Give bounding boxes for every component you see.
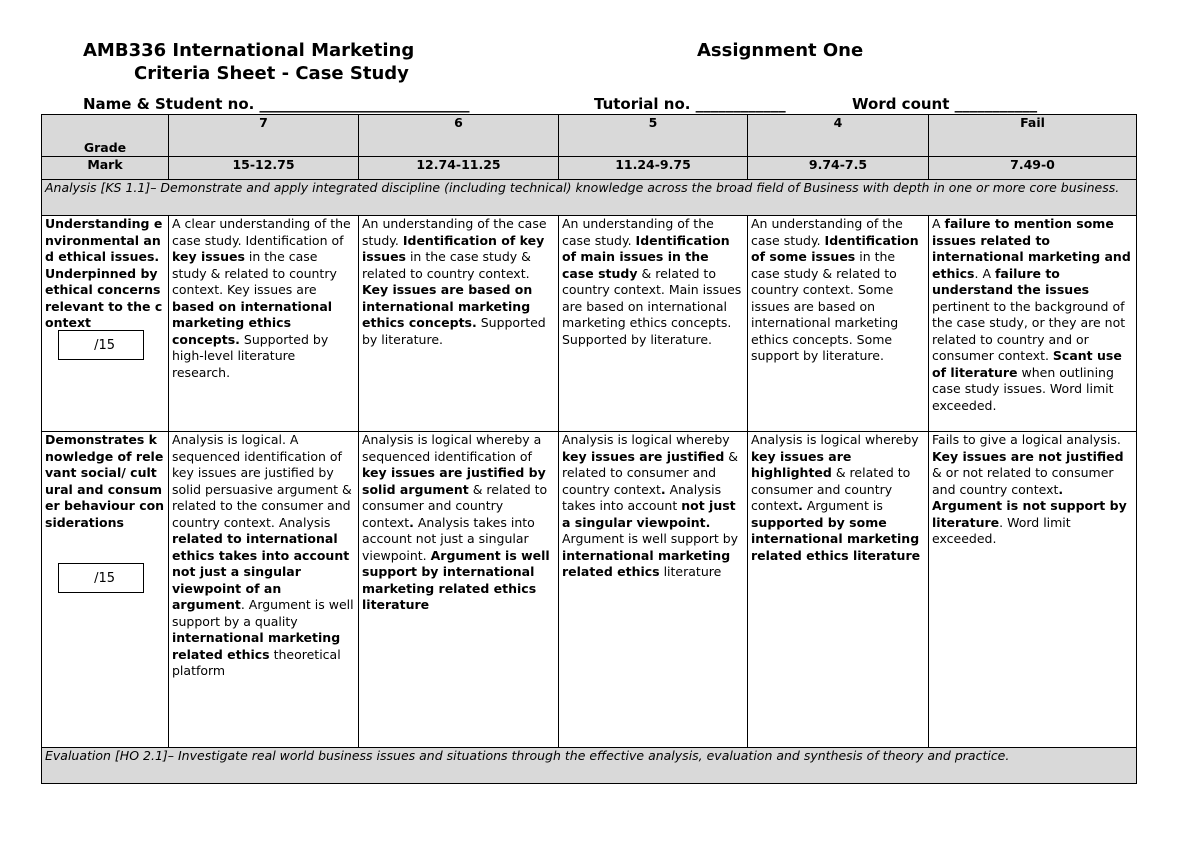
bold-run: based on international marketing ethics concepts. — [172, 298, 333, 347]
criterion-2-score-box[interactable]: /15 — [58, 563, 144, 593]
bold-run: . — [798, 498, 803, 513]
bold-run: Argument is not support by literature — [932, 498, 1127, 530]
bold-run: international marketing related ethics — [562, 547, 731, 579]
tutorial-field[interactable]: Tutorial no. ____________ — [594, 95, 786, 113]
bold-run: Identification of main issues in the case study — [562, 232, 730, 281]
bold-run: related to international ethics takes into account not just a singular viewpoint of an argument — [172, 531, 350, 612]
criterion-1-grade-7 — [169, 216, 359, 432]
bold-run: supported by some international marketing related ethics literature — [751, 514, 921, 563]
grade-6: 6 — [359, 115, 559, 157]
text-run: Supported by literature. — [362, 315, 546, 347]
grade-row — [42, 115, 1137, 157]
course-title: AMB336 International Marketing — [83, 40, 415, 61]
criterion-1-grade-5 — [559, 216, 748, 432]
assignment-title: Assignment One — [697, 40, 864, 61]
criterion-2-grade-fail — [929, 432, 1137, 748]
text-run: A — [932, 216, 945, 231]
section-evaluation-row — [42, 748, 1137, 784]
text-run: in the case study & related to country context. Some issues are based on international marketing ethics concepts. Some support by literature. — [751, 249, 899, 363]
bold-run: failure to mention some issues related to international marketing and ethics — [932, 216, 1131, 281]
text-run: . Word limit exceeded. — [932, 514, 1071, 546]
bold-run: Key issues are not justified — [932, 448, 1124, 464]
text-run: An understanding of the case study. — [751, 216, 903, 248]
text-run: & related to country context. Main issues are based on international marketing ethics concepts. Supported by literature. — [562, 265, 742, 347]
text-run: in the case study & related to country context. — [362, 249, 531, 281]
criterion-2-grade-4 — [748, 432, 929, 748]
criterion-1-grade-4 — [748, 216, 929, 432]
bold-run: Identification of key issues — [362, 232, 545, 264]
text-run: theoretical platform — [172, 646, 341, 678]
section-analysis-row — [42, 180, 1137, 216]
grade-label: Grade — [42, 115, 169, 157]
criterion-1-text: Understanding environmental and ethical issues. Underpinned by ethical concerns relevant to the context — [45, 216, 163, 330]
grade-7: 7 — [169, 115, 359, 157]
text-run: A clear understanding of the case study. Identification of — [172, 216, 351, 248]
mark-row — [42, 157, 1137, 180]
text-run: Fails to give a logical analysis. — [932, 432, 1121, 447]
text-run: . Argument is well support by a quality — [172, 597, 354, 629]
criterion-row-1 — [42, 216, 1137, 432]
bold-run: key issues are justified — [562, 448, 725, 464]
criterion-1-grade-fail — [929, 216, 1137, 432]
text-run: Argument is — [802, 498, 883, 513]
bold-run: key issues are justified by solid argument — [362, 465, 546, 497]
text-run: Analysis is logical. A sequenced identification of key issues are justified by solid persuasive argument & related to the consumer and country context. Analysis — [172, 432, 352, 530]
mark-range-7: 15-12.75 — [169, 157, 359, 180]
mark-range-4: 9.74-7.5 — [748, 157, 929, 180]
text-run: when outlining case study issues. Word limit exceeded. — [932, 364, 1114, 413]
bold-run: key issues — [172, 249, 245, 264]
name-student-field[interactable]: Name & Student no. ____________________________ — [83, 95, 470, 113]
bold-run: failure to understand the issues — [932, 265, 1090, 297]
text-run: . A — [974, 265, 995, 281]
criterion-1-label — [42, 216, 169, 432]
grade-fail: Fail — [929, 115, 1137, 157]
word-count-field[interactable]: Word count ___________ — [852, 95, 1038, 113]
criterion-1-grade-6 — [359, 216, 559, 432]
criterion-1-score-box[interactable]: /15 — [58, 330, 144, 360]
text-run: Analysis takes into account — [562, 481, 722, 513]
mark-label: Mark — [42, 157, 169, 180]
text-run: Analysis is logical whereby — [751, 432, 919, 447]
criterion-2-text: Demonstrates knowledge of relevant social/ cultural and consumer behaviour considerations — [45, 432, 165, 530]
bold-run: international marketing related ethics — [172, 630, 341, 662]
text-run: An understanding of the case study. — [562, 216, 714, 248]
criterion-2-grade-6 — [359, 432, 559, 748]
bold-run: Scant use of literature — [932, 348, 1122, 380]
bold-run: Key issues are based on international marketing ethics concepts. — [362, 282, 533, 330]
text-run: & related to consumer and country context — [562, 448, 739, 497]
bold-run: not just a singular viewpoint. — [562, 498, 736, 530]
bold-run: . — [409, 514, 414, 530]
text-run: literature — [659, 564, 722, 579]
text-run: & related to consumer and country context — [751, 465, 911, 513]
criterion-row-2 — [42, 432, 1137, 748]
mark-range-5: 11.24-9.75 — [559, 157, 748, 180]
text-run: & related to consumer and country context — [362, 481, 548, 530]
bold-run: key issues are highlighted — [751, 448, 852, 480]
text-run: Analysis is logical whereby — [562, 432, 730, 447]
section-analysis: Analysis [KS 1.1]– Demonstrate and apply integrated discipline (including technical) knowledge across the broad field of Business with depth in one or more core business. — [42, 180, 1137, 216]
bold-run: . — [660, 481, 666, 497]
text-run: Analysis is logical whereby a sequenced identification of — [362, 432, 542, 464]
text-run: pertinent to the background of the case study, or they are not related to country and or consumer context. — [932, 298, 1126, 363]
criteria-table — [41, 114, 1137, 784]
criterion-2-grade-5 — [559, 432, 748, 748]
text-run: in the case study & related to country context. Key issues are — [172, 249, 337, 297]
mark-range-6: 12.74-11.25 — [359, 157, 559, 180]
text-run: Argument is well support by — [562, 531, 739, 546]
mark-range-fail: 7.49-0 — [929, 157, 1137, 180]
document-subtitle: Criteria Sheet - Case Study — [134, 63, 409, 84]
text-run: & or not related to consumer and country context — [932, 465, 1114, 497]
text-run: Analysis takes into account not just a singular viewpoint. — [362, 514, 535, 563]
section-evaluation: Evaluation [HO 2.1]– Investigate real world business issues and situations through the effective analysis, evaluation and synthesis of theory and practice. — [42, 748, 1137, 784]
bold-run: . — [1058, 481, 1064, 497]
criterion-2-label — [42, 432, 169, 748]
bold-run: Identification of some issues — [751, 232, 919, 264]
text-run: Supported by high-level literature research. — [172, 331, 329, 380]
grade-5: 5 — [559, 115, 748, 157]
text-run: An understanding of the case study. — [362, 216, 547, 248]
criterion-2-grade-7 — [169, 432, 359, 748]
grade-4: 4 — [748, 115, 929, 157]
bold-run: Argument is well support by international marketing related ethics literature — [362, 547, 550, 612]
